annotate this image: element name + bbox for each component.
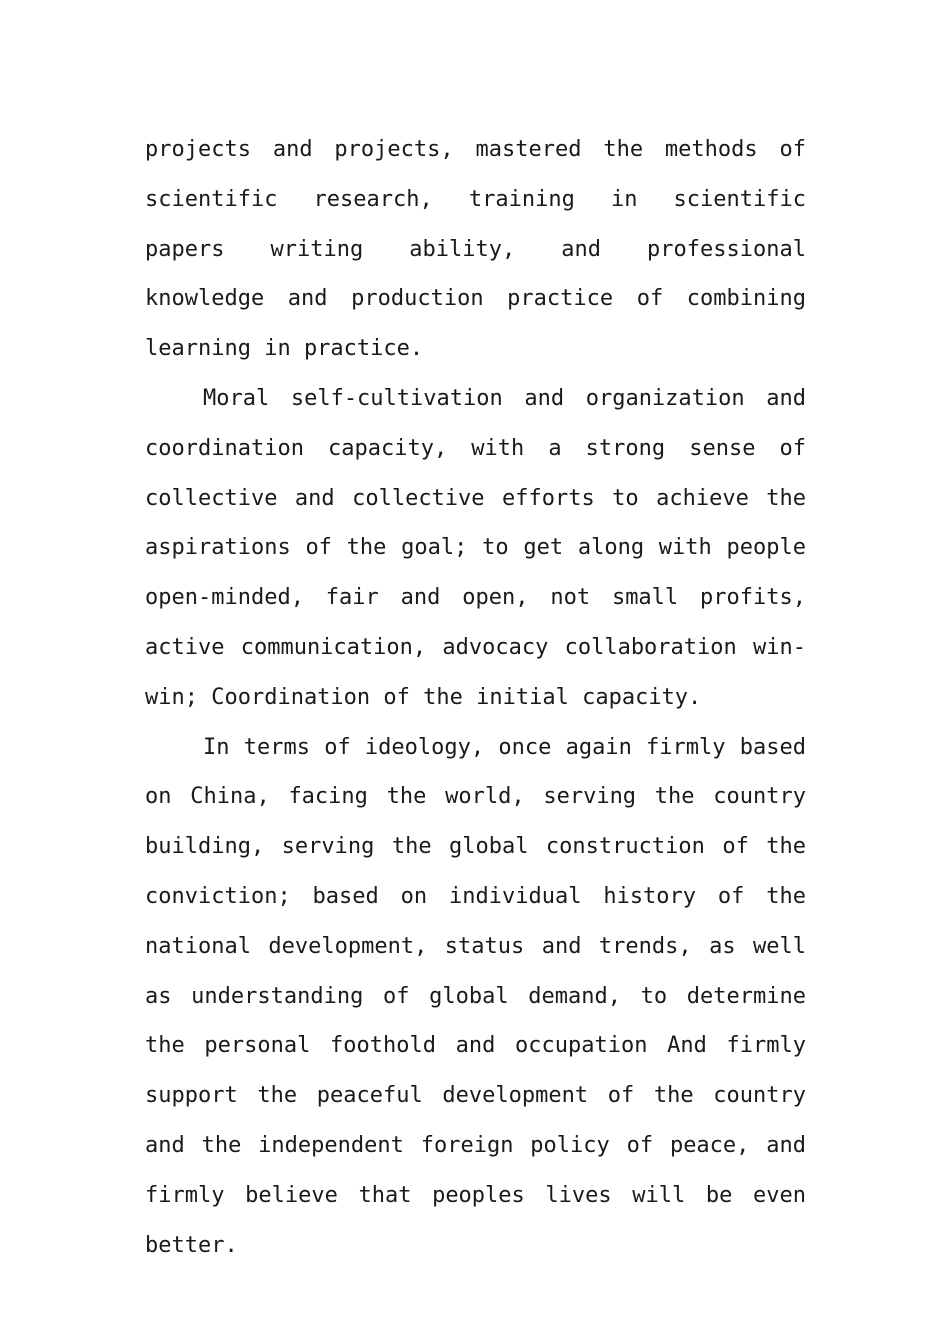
paragraph-moral-cultivation: Moral self-cultivation and organization and coordination capacity, with a strong sense of collective and collective efforts to achieve the aspirations of the goal; to get along with people open-minded, fair and open, not small profits, active communication, advocacy collaboration win-win; Coordination of the initial capacity. — [145, 385, 806, 710]
paragraph-continuation: projects and projects, mastered the methods of scientific research, training in scientific papers writing ability, and professional knowledge and production practice of combining learning in practice. — [145, 137, 806, 362]
document-body — [145, 125, 806, 1270]
paragraph-ideology: In terms of ideology, once again firmly based on China, facing the world, serving the country building, serving the global construction of the conviction; based on individual history of the national development, status and trends, as well as understanding of global demand, to determine the personal foothold and occupation And firmly support the peaceful development of the country and the independent foreign policy of peace, and firmly believe that peoples lives will be even better. — [145, 734, 806, 1258]
